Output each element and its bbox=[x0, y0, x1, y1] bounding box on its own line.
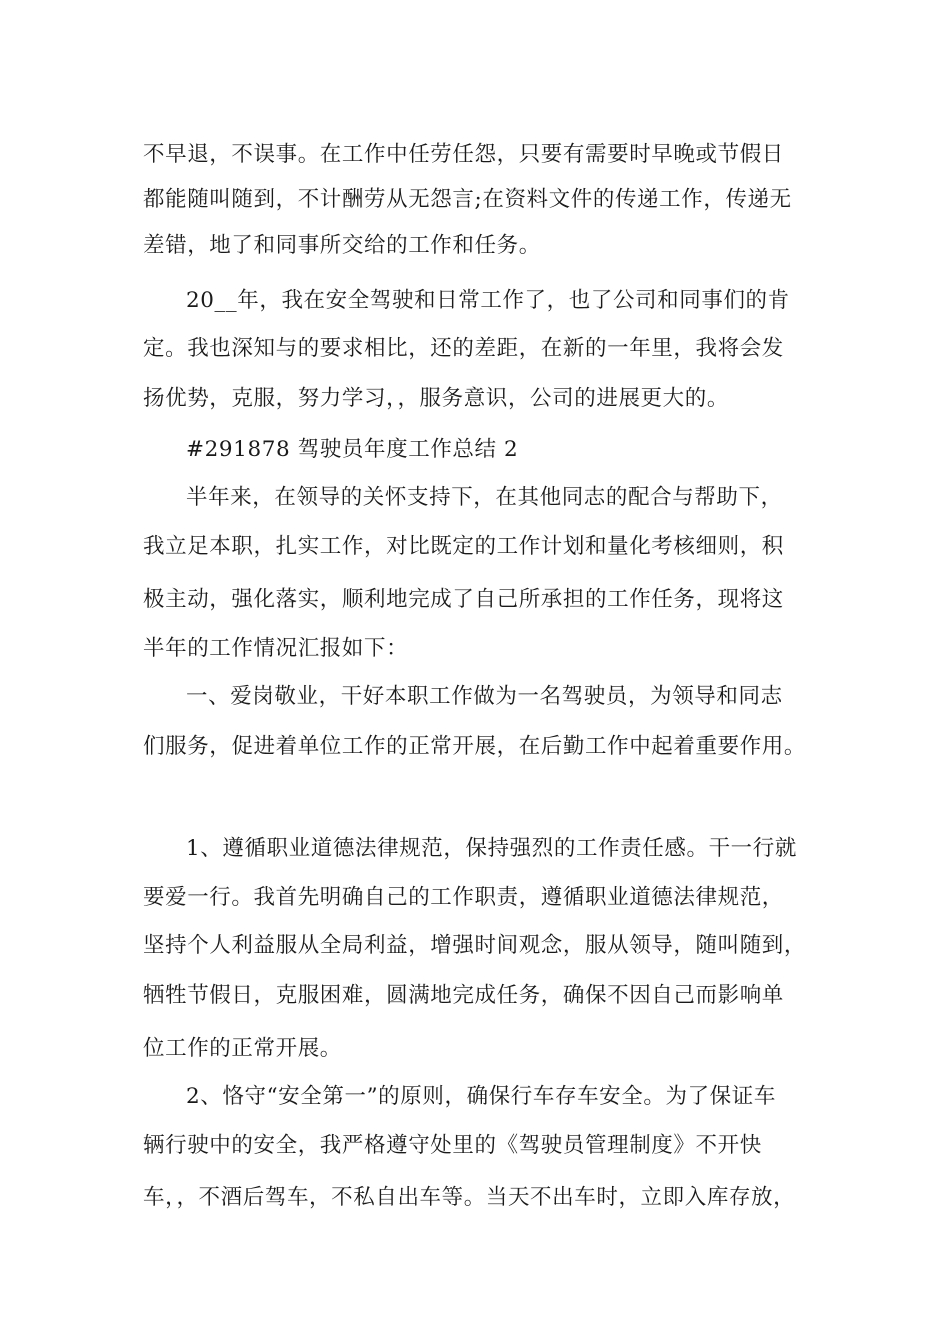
paragraph-line: 坚持个人利益服从全局利益，增强时间观念，服从领导，随叫随到， bbox=[143, 933, 807, 958]
paragraph-line: 2、恪守“安全第一”的原则，确保行车存车安全。为了保证车 bbox=[186, 1084, 776, 1109]
paragraph-line: 20__年，我在安全驾驶和日常工作了，也了公司和同事们的肯 bbox=[186, 288, 790, 313]
paragraph-line: 位工作的正常开展。 bbox=[143, 1036, 342, 1061]
paragraph-line: 差错，地了和同事所交给的工作和任务。 bbox=[143, 233, 541, 258]
paragraph-line: 车，，不酒后驾车，不私自出车等。当天不出车时，立即入库存放， bbox=[143, 1185, 796, 1210]
paragraph-line: 1、遵循职业道德法律规范，保持强烈的工作责任感。干一行就 bbox=[186, 836, 797, 861]
paragraph-line: 辆行驶中的安全，我严格遵守处里的《驾驶员管理制度》不开快 bbox=[143, 1133, 762, 1158]
paragraph-line: 我立足本职，扎实工作，对比既定的工作计划和量化考核细则，积 bbox=[143, 534, 784, 559]
paragraph-line: 极主动，强化落实，顺利地完成了自己所承担的工作任务，现将这 bbox=[143, 587, 784, 612]
paragraph-line: 扬优势，克服，努力学习，，服务意识，公司的进展更大的。 bbox=[143, 386, 729, 411]
paragraph-line: 要爱一行。我首先明确自己的工作职责，遵循职业道德法律规范， bbox=[143, 885, 784, 910]
paragraph-line: 牺牲节假日，克服困难，圆满地完成任务，确保不因自己而影响单 bbox=[143, 983, 784, 1008]
paragraph-line: 一、爱岗敬业，干好本职工作做为一名驾驶员，为领导和同志 bbox=[186, 684, 783, 709]
paragraph-line: 不早退，不误事。在工作中任劳任怨，只要有需要时早晚或节假日 bbox=[143, 142, 784, 167]
paragraph-line: 定。我也深知与的要求相比，还的差距，在新的一年里，我将会发 bbox=[143, 336, 784, 361]
paragraph-line: 半年来，在领导的关怀支持下，在其他同志的配合与帮助下， bbox=[186, 485, 783, 510]
paragraph-line: 半年的工作情况汇报如下： bbox=[143, 636, 409, 661]
paragraph-line: 们服务，促进着单位工作的正常开展，在后勤工作中起着重要作用。 bbox=[143, 734, 807, 759]
section-heading: #291878 驾驶员年度工作总结 2 bbox=[186, 437, 519, 462]
paragraph-line: 都能随叫随到，不计酬劳从无怨言;在资料文件的传递工作，传递无 bbox=[143, 187, 792, 212]
